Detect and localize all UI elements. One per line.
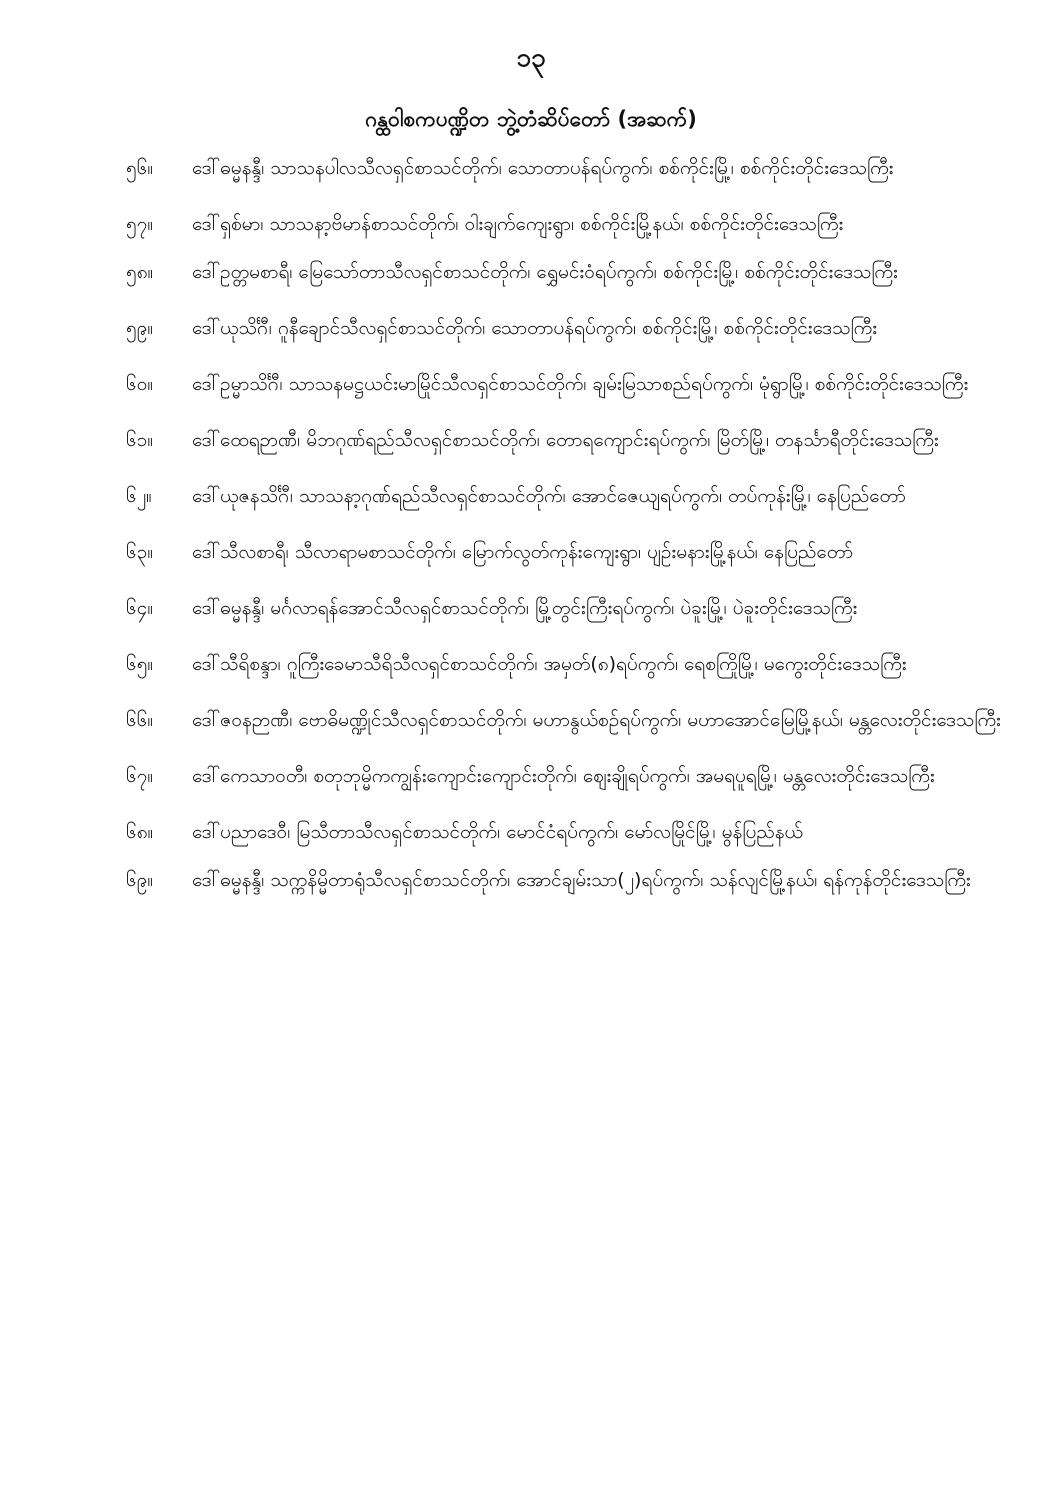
item-text: ဒေါ်သီလစာရီ၊ သီလာရာမစာသင်တိုက်၊ မြောက်လွတ်ကုန်းကျေးရွာ၊ ပျဉ်းမနားမြို့နယ်၊ နေပြည်တော် bbox=[192, 541, 854, 563]
list-item bbox=[126, 700, 1026, 740]
item-text: ဒေါ်ယုဇနသိင်္ဂီ၊ သာသနာ့ဂုဏ်ရည်သီလရှင်စာသင်တိုက်၊ အောင်ဇေယျရပ်ကွက်၊ တပ်ကုန်းမြို့၊ နေပြည်တော် bbox=[192, 485, 906, 507]
item-text: ဒေါ်ဥတ္တမစာရီ၊ မြေသော်တာသီလရှင်စာသင်တိုက်၊ ရွှေမင်းဝံရပ်ကွက်၊ စစ်ကိုင်းမြို့၊ စစ်ကိုင်းတိုင်းဒေသကြီး bbox=[192, 261, 898, 283]
item-number: ၅၈။ bbox=[126, 261, 154, 283]
item-number: ၆၀။ bbox=[126, 373, 154, 395]
item-number: ၆၂။ bbox=[126, 485, 152, 507]
list-item bbox=[126, 532, 1026, 572]
item-text: ဒေါ်ရှစ်မာ၊ သာသနာ့ဗိမာန်စာသင်တိုက်၊ ဝါးချက်ကျေးရွာ၊ စစ်ကိုင်းမြို့နယ်၊ စစ်ကိုင်းတိုင်းဒေသကြီး bbox=[192, 213, 844, 235]
item-text: ဒေါ်ပညာဒေဝီ၊ မြသီတာသီလရှင်စာသင်တိုက်၊ မောင်ငံရပ်ကွက်၊ မော်လမြိုင်မြို့၊ မွန်ပြည်နယ် bbox=[192, 821, 803, 843]
item-number: ၅၉။ bbox=[126, 317, 154, 339]
item-text: ဒေါ်ဓမ္မနန္ဒီ၊ မင်္ဂလာရန်အောင်သီလရှင်စာသင်တိုက်၊ မြို့တွင်းကြီးရပ်ကွက်၊ ပဲခူးမြို့၊ ပဲခူးတိုင်းဒေသကြီး bbox=[192, 597, 858, 619]
item-text: ဒေါ်ဇဝနဉာဏီ၊ ဗောဓိမဏ္ဍိုင်သီလရှင်စာသင်တိုက်၊ မဟာနွယ်စဉ်ရပ်ကွက်၊ မဟာအောင်မြေမြို့နယ်၊ မန္တလေးတိုင်းဒေသကြီး bbox=[192, 709, 1001, 731]
list-item bbox=[126, 756, 1026, 796]
section-heading: ဂန္ထဝါစကပဏ္ဍိတ ဘွဲ့တံဆိပ်တော် (အဆက်) bbox=[365, 107, 697, 131]
item-number: ၆၉။ bbox=[126, 869, 154, 891]
list-item bbox=[126, 860, 1026, 900]
list-item bbox=[126, 148, 1026, 188]
item-number: ၆၁။ bbox=[126, 429, 154, 451]
item-text: ဒေါ်ဥမ္မာသိင်္ဂီ၊ သာသနမဋ္ဌယင်းမာမြိုင်သီလရှင်စာသင်တိုက်၊ ချမ်းမြသာစည်ရပ်ကွက်၊ မုံရွာမြို့၊ စစ်ကိုင်းတိုင်းဒေသကြီး bbox=[192, 373, 969, 395]
list-item bbox=[126, 252, 1026, 292]
item-number: ၆၄။ bbox=[126, 597, 154, 619]
list-item bbox=[126, 812, 1026, 852]
item-number: ၆၈။ bbox=[126, 821, 154, 843]
item-number: ၆၇။ bbox=[126, 765, 154, 787]
list-item bbox=[126, 204, 1026, 244]
item-text: ဒေါ်သီရိစန္ဒာ၊ ဂူကြီးခေမာသီရိသီလရှင်စာသင်တိုက်၊ အမှတ်(၈)ရပ်ကွက်၊ ရေစကြိုမြို့၊ မကွေးတိုင်းဒေသကြီး bbox=[192, 653, 907, 675]
list-item bbox=[126, 588, 1026, 628]
item-text: ဒေါ်ဓမ္မနန္ဒီ၊ သက္ကနိမ္မိတာရုံသီလရှင်စာသင်တိုက်၊ အောင်ချမ်းသာ(၂)ရပ်ကွက်၊ သန်လျင်မြို့နယ်၊ ရန်ကုန်တိုင်းဒေသကြီး bbox=[192, 869, 971, 891]
recipient-list bbox=[126, 148, 1026, 916]
item-number: ၅၆။ bbox=[126, 157, 154, 179]
page-number: ၁၃ bbox=[516, 43, 546, 73]
item-number: ၆၃။ bbox=[126, 541, 154, 563]
list-item bbox=[126, 420, 1026, 460]
list-item bbox=[126, 644, 1026, 684]
item-text: ဒေါ်ယုသိင်္ဂီ၊ ဂူနီချောင်သီလရှင်စာသင်တိုက်၊ သောတာပန်ရပ်ကွက်၊ စစ်ကိုင်းမြို့၊ စစ်ကိုင်းတိုင်းဒေသကြီး bbox=[192, 317, 878, 339]
item-number: ၆၅။ bbox=[126, 653, 154, 675]
item-number: ၆၆။ bbox=[126, 709, 154, 731]
list-item bbox=[126, 308, 1026, 348]
item-number: ၅၇။ bbox=[126, 213, 154, 235]
list-item bbox=[126, 476, 1026, 516]
list-item bbox=[126, 364, 1026, 404]
item-text: ဒေါ်ကေသာဝတီ၊ စတုဘုမ္မိကကျွန်းကျောင်းကျောင်းတိုက်၊ ဈေးချိုရပ်ကွက်၊ အမရပူရမြို့၊ မန္တလေးတိုင်းဒေသကြီး bbox=[192, 765, 935, 787]
item-text: ဒေါ်ထေရဉာဏီ၊ မိဘဂုဏ်ရည်သီလရှင်စာသင်တိုက်၊ တောရကျောင်းရပ်ကွက်၊ မြိတ်မြို့၊ တနင်္သာရီတိုင်းဒေသကြီး bbox=[192, 429, 939, 451]
item-text: ဒေါ်ဓမ္မနန္ဒီ၊ သာသနပါလသီလရှင်စာသင်တိုက်၊ သောတာပန်ရပ်ကွက်၊ စစ်ကိုင်းမြို့၊ စစ်ကိုင်းတိုင်းဒေသကြီး bbox=[192, 157, 894, 179]
